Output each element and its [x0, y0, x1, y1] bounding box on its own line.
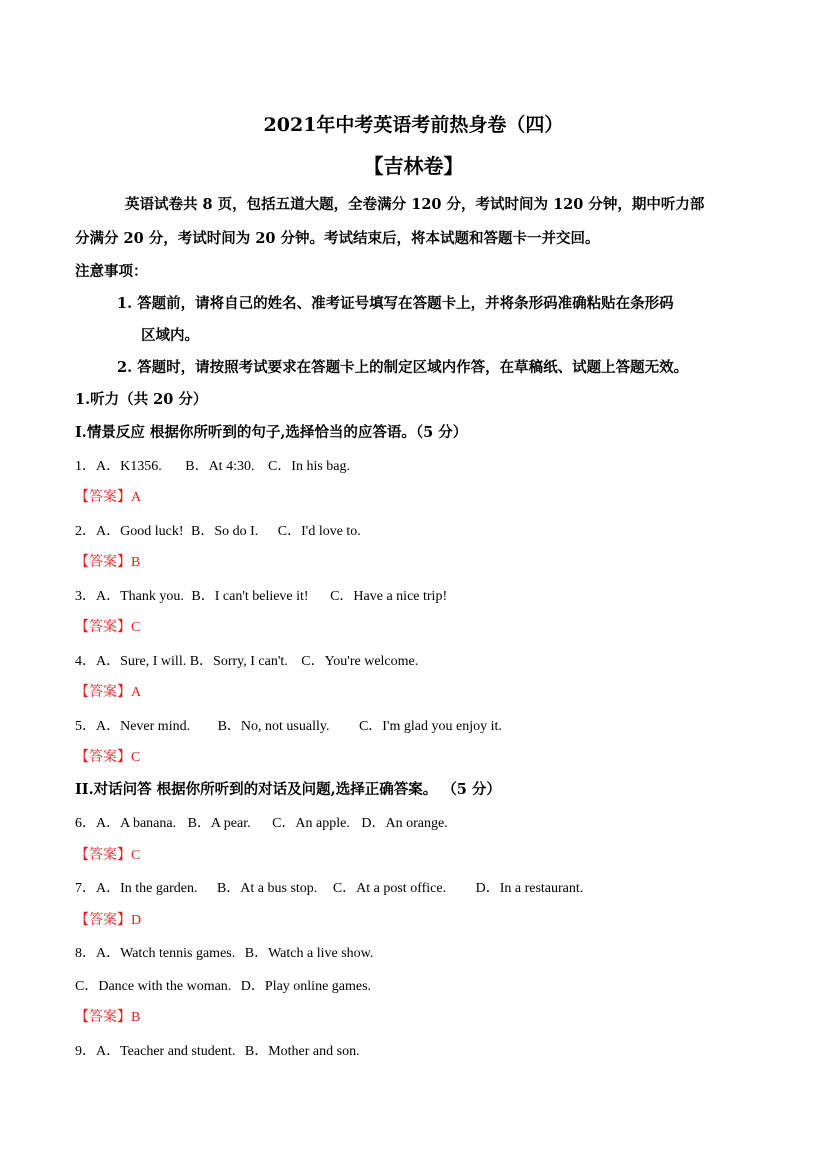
- q8-answer: 【答案】B: [75, 1010, 141, 1025]
- question-8-line-1: [75, 942, 373, 962]
- q8-option-c: C．Dance with the woman.: [75, 979, 232, 994]
- part1-heading: 1.听力（共 20 分）: [75, 391, 208, 408]
- question-4: [75, 650, 418, 670]
- q4-option-c: C．You're welcome.: [301, 654, 419, 669]
- q7-option-c: C．At a post office.: [332, 881, 447, 896]
- q2-option-a: 2．A．Good luck!: [75, 524, 184, 539]
- q3-option-b: B．I can't believe it!: [191, 589, 309, 604]
- q7-option-b: B．At a bus stop.: [216, 881, 318, 896]
- notes-heading: 注意事项：: [75, 263, 148, 280]
- q5-option-a: 5．A．Never mind.: [75, 719, 191, 734]
- q6-answer: 【答案】C: [75, 848, 141, 863]
- notes-item-2: 2. 答题时，请按照考试要求在答题卡上的制定区域内作答，在草稿纸、试题上答题无效。: [117, 359, 689, 376]
- q7-answer: 【答案】D: [75, 913, 142, 928]
- q1-option-a: 1．A．K1356.: [75, 459, 162, 474]
- q2-option-b: B．So do I.: [191, 524, 259, 539]
- q6-option-c: C．An apple.: [272, 816, 350, 831]
- q3-option-a: 3．A．Thank you.: [75, 589, 184, 604]
- intro-line-1: 英语试卷共 8 页，包括五道大题，全卷满分 120 分，考试时间为 120 分钟，期中听力部: [125, 196, 705, 213]
- q3-answer: 【答案】C: [75, 620, 141, 635]
- section2-heading: II.对话问答 根据你所听到的对话及问题,选择正确答案。 （5 分）: [75, 781, 501, 798]
- q4-option-a: 4．A．Sure, I will.: [75, 654, 187, 669]
- q1-answer: 【答案】A: [75, 490, 142, 505]
- q5-option-b: B．No, not usually.: [217, 719, 330, 734]
- question-2: [75, 520, 361, 540]
- q8-option-a: 8．A．Watch tennis games.: [75, 946, 236, 961]
- question-5: [75, 715, 502, 735]
- q5-option-c: C．I'm glad you enjoy it.: [358, 719, 502, 734]
- q7-option-a: 7．A．In the garden.: [75, 881, 198, 896]
- q7-option-d: D．In a restaurant.: [475, 881, 584, 896]
- intro-line-2: 分满分 20 分，考试时间为 20 分钟。考试结束后，将本试题和答题卡一并交回。: [75, 230, 600, 247]
- q9-option-a: 9．A．Teacher and student.: [75, 1044, 236, 1059]
- q1-option-b: B．At 4:30.: [185, 459, 255, 474]
- q4-answer: 【答案】A: [75, 685, 142, 700]
- q3-option-c: C．Have a nice trip!: [330, 589, 448, 604]
- question-7: [75, 877, 583, 897]
- question-8-line-2: [75, 975, 371, 995]
- question-6: [75, 812, 448, 832]
- notes-item-1-cont: 区域内。: [141, 327, 199, 344]
- q6-option-d: D．An orange.: [361, 816, 448, 831]
- q6-option-a: 6．A．A banana.: [75, 816, 177, 831]
- q2-answer: 【答案】B: [75, 555, 141, 570]
- q8-option-b: B．Watch a live show.: [244, 946, 374, 961]
- q9-option-b: B．Mother and son.: [244, 1044, 360, 1059]
- q1-option-c: C．In his bag.: [267, 459, 351, 474]
- question-3: [75, 585, 447, 605]
- page-title: 2021年中考英语考前热身卷（四）: [263, 114, 564, 136]
- q6-option-b: B．A pear.: [187, 816, 251, 831]
- q5-answer: 【答案】C: [75, 750, 141, 765]
- q2-option-c: C．I'd love to.: [277, 524, 361, 539]
- question-9: [75, 1040, 360, 1060]
- q4-option-b: B．Sorry, I can't.: [189, 654, 288, 669]
- page-subtitle: 【吉林卷】: [363, 154, 464, 178]
- question-1: [75, 455, 350, 475]
- section1-heading: I.情景反应 根据你所听到的句子,选择恰当的应答语。（5 分）: [75, 424, 468, 441]
- q8-option-d: D．Play online games.: [240, 979, 372, 994]
- notes-item-1: 1. 答题前，请将自己的姓名、准考证号填写在答题卡上，并将条形码准确粘贴在条形码: [117, 295, 674, 312]
